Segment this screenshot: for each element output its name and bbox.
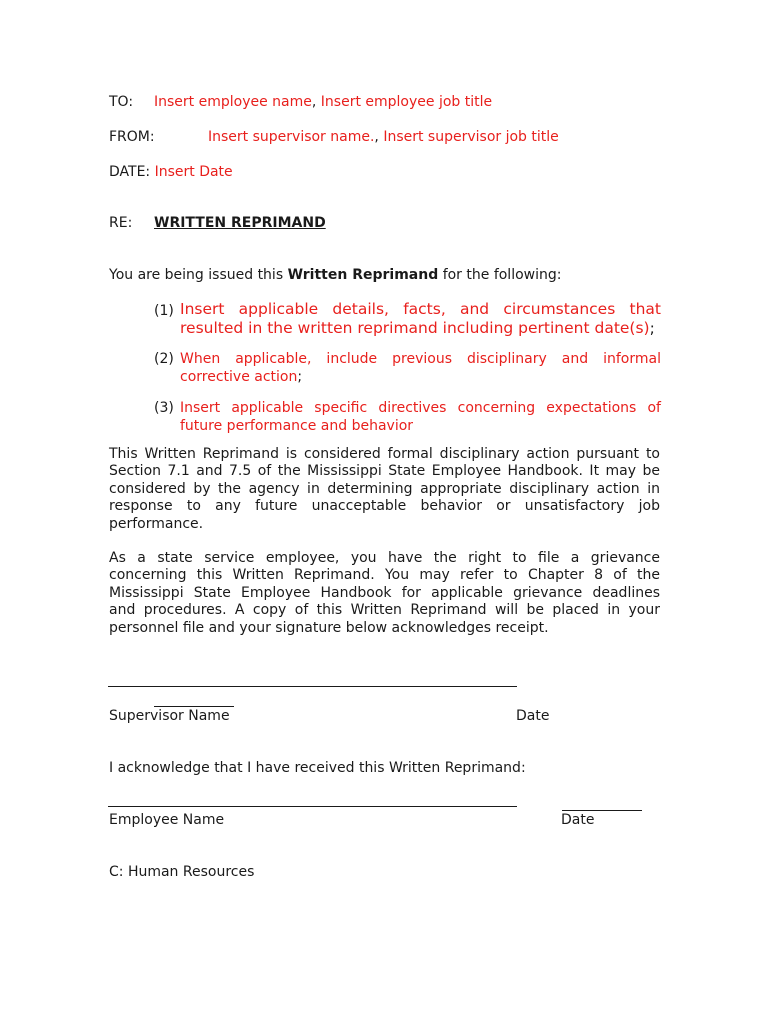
- employee-signature-line: [108, 806, 517, 807]
- acknowledgement-text: I acknowledge that I have received this Written Reprimand:: [109, 760, 526, 776]
- item-3-line-2: future performance and behavior: [180, 418, 414, 434]
- employee-name-label: Employee Name: [109, 812, 225, 828]
- para2-line: Mississippi State Employee Handbook for applicable grievance deadlines: [109, 584, 660, 601]
- to-separator: ,: [311, 94, 317, 110]
- item-2-line-2-text: corrective action: [180, 369, 298, 385]
- intro-post: for the following:: [442, 267, 562, 283]
- item-2-line-2: [180, 368, 661, 386]
- from-separator: ,: [374, 129, 379, 145]
- to-row: [109, 93, 133, 111]
- item-1-text: [180, 300, 661, 338]
- from-values: [208, 128, 559, 146]
- para1-line: response to any future unacceptable behavior or unsatisfactory job: [109, 498, 660, 515]
- paragraph-policy: [109, 446, 660, 533]
- carbon-copy: C: Human Resources: [109, 864, 255, 880]
- item-2-number: (2): [154, 351, 174, 367]
- employee-date-label: Date: [561, 812, 595, 828]
- to-employee-title: Insert employee job title: [320, 94, 493, 110]
- to-employee-name: Insert employee name: [154, 94, 312, 110]
- para2-line: and procedures. A copy of this Written Reprimand will be placed in your: [109, 602, 660, 619]
- to-label: TO:: [109, 94, 134, 110]
- intro-sentence: [109, 266, 561, 284]
- para1-line: considered by the agency in determining appropriate disciplinary action in: [109, 480, 660, 497]
- item-1-number: (1): [154, 303, 174, 319]
- to-values: [154, 93, 492, 111]
- para2-line: personnel file and your signature below acknowledges receipt.: [109, 619, 549, 636]
- from-supervisor-name: Insert supervisor name.: [208, 129, 375, 145]
- supervisor-date-label: Date: [516, 708, 550, 724]
- para1-line: Section 7.1 and 7.5 of the Mississippi State Employee Handbook. It may be: [109, 463, 660, 480]
- intro-bold: Written Reprimand: [287, 267, 439, 283]
- supervisor-name-label: Supervisor Name: [109, 708, 230, 724]
- para2-line: As a state service employee, you have the right to file a grievance: [109, 550, 660, 566]
- supervisor-signature-line: [108, 686, 517, 687]
- date-row: [109, 163, 233, 181]
- re-subject: WRITTEN REPRIMAND: [154, 215, 326, 231]
- paragraph-grievance: [109, 550, 660, 637]
- intro-pre: You are being issued this: [109, 267, 284, 283]
- item-1-line-2: [180, 319, 661, 338]
- item-3-line-1: Insert applicable specific directives concerning expectations of: [180, 400, 661, 416]
- date-value: Insert Date: [154, 164, 233, 180]
- item-2-text: [180, 350, 661, 386]
- para2-line: concerning this Written Reprimand. You may refer to Chapter 8 of the: [109, 567, 660, 584]
- date-label: DATE:: [109, 164, 151, 180]
- item-2-line-1: When applicable, include previous disciplinary and informal: [180, 351, 661, 367]
- item-2-end: ;: [297, 369, 303, 385]
- re-label: RE:: [109, 215, 133, 231]
- item-3-text: [180, 399, 661, 435]
- from-supervisor-title: Insert supervisor job title: [383, 129, 559, 145]
- from-label: FROM:: [109, 129, 155, 145]
- item-3-number: (3): [154, 400, 174, 416]
- para1-line: performance.: [109, 515, 204, 532]
- from-row: [109, 128, 155, 146]
- item-1-line-1: Insert applicable details, facts, and circumstances that: [180, 300, 661, 318]
- item-1-end: ;: [649, 319, 655, 337]
- para1-line: This Written Reprimand is considered formal disciplinary action pursuant to: [109, 446, 660, 462]
- item-1-line-2-text: resulted in the written reprimand including pertinent date(s): [180, 319, 650, 337]
